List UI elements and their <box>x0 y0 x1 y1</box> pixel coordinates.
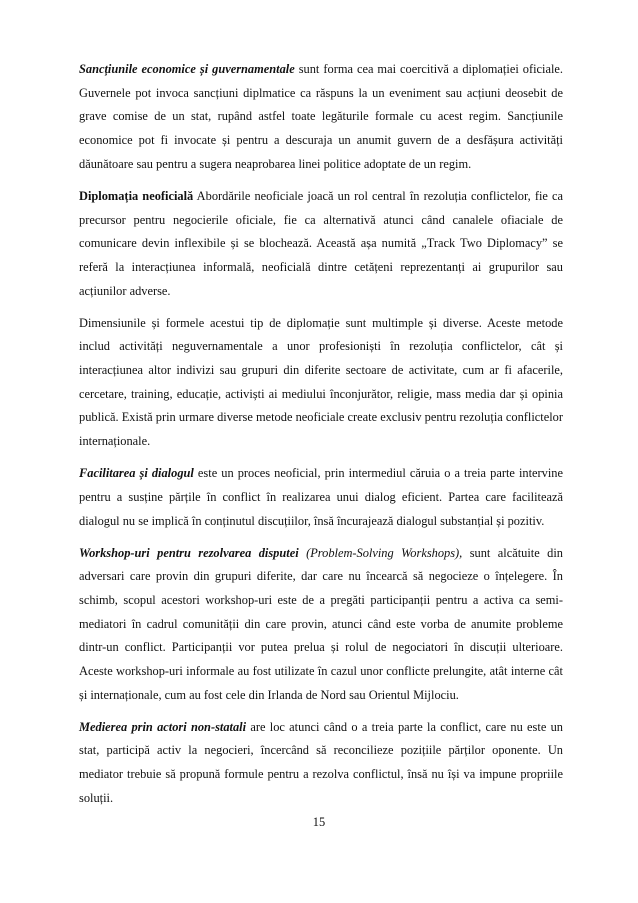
paragraph-english-term: (Problem-Solving Workshops), <box>298 545 463 560</box>
paragraph-unofficial-diplomacy <box>79 185 563 304</box>
paragraph-lead-term: Sancțiunile economice și guvernamentale <box>79 62 295 76</box>
paragraph-body: sunt alcătuite din adversari care provin din grupuri diferite, dar care nu încearcă să negocieze o înțelegere. În schimb, scopul acestori workshop-uri este de a pregăti participanții pentru a activa ca semi-mediatori în cadrul comunității din care provin, atunci când este vorba de anumite probleme dintr-un conflict. Participanții vor putea prelua și rolul de negociatori în discuții ulterioare. Aceste workshop-uri informale au fost utilizate în cazul unor conflicte prelungite, atât interne cât și internaționale, cum au fost cele din Irlanda de Nord sau Orientul Mijlociu. <box>79 545 564 702</box>
paragraph-non-state-mediation <box>79 716 563 811</box>
paragraph-dimensions-forms <box>79 312 563 454</box>
paragraph-lead-term: Facilitarea și dialogul <box>79 466 194 481</box>
paragraph-problem-solving-workshops <box>79 542 563 708</box>
paragraph-lead-term: Diplomația neoficială <box>79 188 194 203</box>
paragraph-body: sunt forma cea mai coercitivă a diplomației oficiale. Guvernele pot invoca sancțiuni diplmatice ca răspuns la un eveniment sau acțiuni deosebit de grave comise de un stat, rupând astfel toate legăturile formale cu acest regim. Sancțiunile economice pot fi invocate și pentru a descuraja un anumit guvern de a desfășura activități dăunătoare sau pentru a sugera neaprobarea linei politice adoptate de un regim. <box>79 62 563 171</box>
paragraph-lead-term: Workshop-uri pentru rezolvarea disputei <box>79 545 299 560</box>
paragraph-facilitation-dialogue <box>79 462 563 533</box>
page-number: 15 <box>312 815 326 829</box>
document-page <box>79 58 563 819</box>
paragraph-body: Abordările neoficiale joacă un rol central în rezoluția conflictelor, fie ca precursor pentru negocierile oficiale, fie ca alternativă atunci când canalele ofiaciale de comunicare devin inflexibile și se blochează. Această așa numită „Track Two Diplomacy” se referă la interacțiunea informală, neoficială dintre cetățeni reprezentanți ai grupurilor sau acțiunilor adverse. <box>79 188 564 298</box>
paragraph-body: Dimensiunile și formele acestui tip de diplomație sunt multimple și diverse. Aceste metode includ activități neguvernamentale a unor profesioniști în rezoluția conflictelor, cât și interacțiunea altor indivizi sau grupuri din diferite sectoare de activitate, cum ar fi afacerile, cercetare, training, educație, activiști ai mediului înconjurător, religie, mass media dar și opinia publică. Există prin urmare diverse metode neoficiale create exclusiv pentru rezoluția conflictelor internaționale. <box>79 315 563 449</box>
paragraph-body: are loc atunci când o a treia parte la conflict, care nu este un stat, participă activ la negocieri, încercând să reconcilieze pozițiile părților oponente. Un mediator trebuie să propună formule pentru a rezolva conflictul, însă nu își va impune propriile soluții. <box>79 719 563 805</box>
paragraph-lead-term: Medierea prin actori non-statali <box>79 719 247 734</box>
paragraph-body: este un proces neoficial, prin intermediul căruia o a treia parte intervine pentru a susține părțile în conflict în realizarea unui dialog eficient. Partea care facilitează dialogul nu se implică în conținutul discuțiilor, însă încurajează dialogul substanțial și pozitiv. <box>79 466 564 528</box>
paragraph-economic-sanctions <box>79 58 563 177</box>
